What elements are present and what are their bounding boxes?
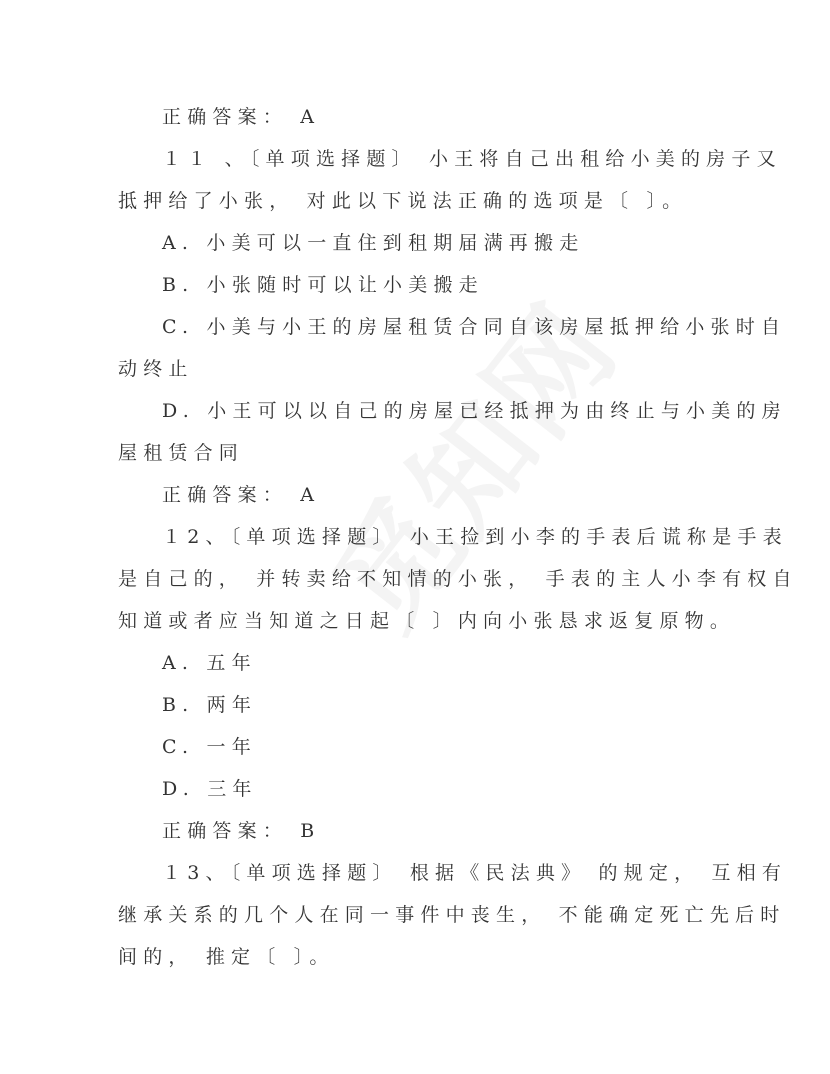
question-12-option-b: B. 两年 (162, 694, 258, 716)
question-11-option-d-cont: 屋租赁合同 (118, 442, 245, 464)
question-13-line-2: 继承关系的几个人在同一事件中丧生， 不能确定死亡先后时 (118, 904, 786, 926)
question-11-option-b: B. 小张随时可以让小美搬走 (162, 274, 484, 296)
question-11-option-c-cont: 动终止 (118, 358, 194, 380)
question-13-line-1: １3、〔单项选择题〕 根据《民法典》 的规定， 互相有 (162, 862, 788, 884)
answer-line-q12: 正确答案： B (162, 820, 321, 842)
question-12-option-a: A. 五年 (162, 652, 257, 674)
question-11-option-c: C. 小美与小王的房屋租赁合同自该房屋抵押给小张时自 (162, 316, 787, 338)
question-11-line-1: １１ 、〔单项选择题〕 小王将自己出租给小美的房子又 (162, 148, 782, 170)
document-body (118, 96, 798, 978)
question-12-line-2: 是自己的， 并转卖给不知情的小张， 手表的主人小李有权自 (118, 568, 798, 590)
question-12-line-3: 知道或者应当知道之日起〔 〕内向小张恳求返复原物。 (118, 610, 736, 632)
question-12-line-1: １2、〔单项选择题〕 小王捡到小李的手表后谎称是手表 (162, 526, 788, 548)
answer-line-q10: 正确答案： A (162, 106, 321, 128)
question-11-option-a: A. 小美可以一直住到租期届满再搬走 (162, 232, 585, 254)
question-13-line-3: 间的， 推定〔 〕。 (118, 946, 335, 968)
question-11-line-2: 抵押给了小张， 对此以下说法正确的选项是〔 〕。 (118, 190, 688, 212)
question-12-option-c: C. 一年 (162, 736, 257, 758)
answer-line-q11: 正确答案： A (162, 484, 321, 506)
question-11-option-d: D. 小王可以以自己的房屋已经抵押为由终止与小美的房 (162, 400, 787, 422)
question-12-option-d: D. 三年 (162, 778, 258, 800)
